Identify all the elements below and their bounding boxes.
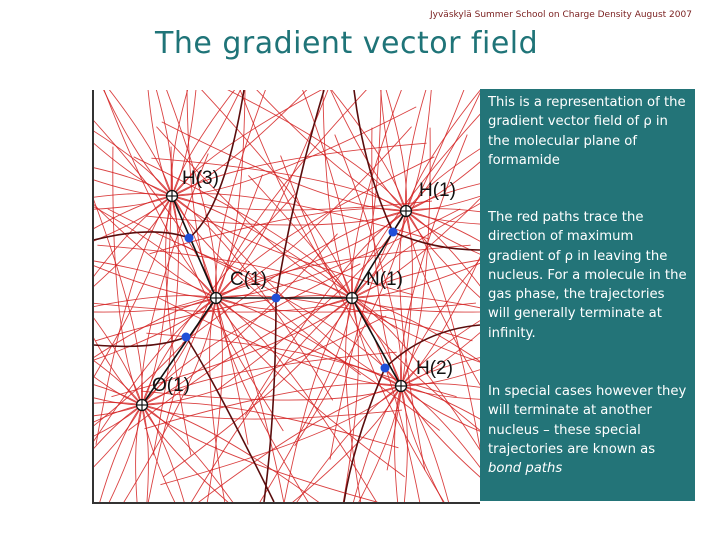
trajectory-line [97, 245, 352, 298]
bond-critical-point [272, 294, 281, 303]
bond-critical-point [389, 228, 398, 237]
label-c1: C(1) [230, 269, 267, 290]
bond-critical-point [182, 333, 191, 342]
slide-title: The gradient vector field [155, 26, 539, 61]
trajectory-line [94, 234, 142, 405]
trajectory-line [106, 90, 173, 196]
label-h2: H(2) [416, 358, 453, 379]
gradient-field-plot [94, 90, 480, 502]
trajectory-line [232, 90, 352, 298]
label-h3: H(3) [182, 168, 219, 189]
nucleus-marker-n1 [347, 293, 358, 304]
trajectory-lines [94, 90, 480, 502]
paragraph-bond-paths [488, 382, 688, 478]
label-o1: O(1) [152, 375, 190, 396]
label-n1: N(1) [366, 269, 403, 290]
bond-paths-text: In special cases however they will terminate at another nucleus – these special trajectories are known as [488, 384, 687, 457]
label-h1: H(1) [419, 180, 456, 201]
paragraph-red-paths: The red paths trace the direction of maximum gradient of ρ in leaving the nucleus. For a molecule in the gas phase, the trajectories will generally terminate at infinity. [488, 210, 687, 341]
nucleus-marker-h2 [396, 381, 407, 392]
trajectory-line [325, 386, 401, 502]
bond-critical-point [185, 234, 194, 243]
header-note: Jyväskylä Summer School on Charge Density August 2007 [430, 10, 692, 20]
trajectory-line [94, 352, 142, 405]
trajectory-line [142, 405, 331, 502]
trajectory-line [94, 127, 216, 298]
bond-critical-point [381, 364, 390, 373]
nucleus-marker-o1 [137, 400, 148, 411]
bond-paths-term: bond paths [488, 461, 563, 477]
nucleus-marker-c1 [211, 293, 222, 304]
paragraph-intro: This is a representation of the gradient vector field of ρ in the molecular plane of formamide [488, 95, 686, 168]
trajectory-line [406, 211, 480, 310]
trajectory-line [94, 196, 172, 210]
nucleus-marker-h1 [401, 206, 412, 217]
explanation-panel [480, 89, 695, 501]
gradient-field-figure [92, 90, 480, 504]
trajectory-line [352, 298, 480, 397]
trajectory-line [113, 147, 142, 405]
nucleus-marker-h3 [167, 191, 178, 202]
trajectory-line [401, 386, 477, 502]
trajectory-line [142, 405, 303, 502]
trajectory-line [253, 90, 406, 211]
trajectory-line [142, 147, 171, 405]
